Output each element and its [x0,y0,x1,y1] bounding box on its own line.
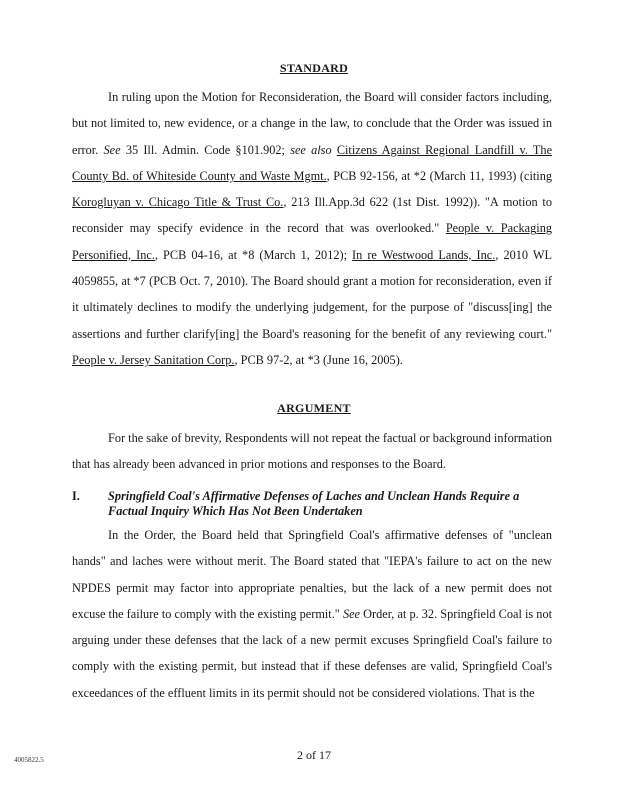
case-korogluyan: Korogluyan v. Chicago Title & Trust Co. [72,195,284,210]
argument-paragraph: For the sake of brevity, Respondents will not repeat the factual or background information that has already been advanced in prior motions and responses to the Board. [72,431,552,472]
see-also-signal: see also [290,142,332,157]
citation-westlaw: , 2010 WL 4059855, at *7 (PCB Oct. 7, 2010). The Board should grant a motion for reconsideration, even if it ultimately declines to modify the underlying judgement, for the purpose of "discuss[ing] the assertions and further clarify[ing] the Board's reasoning for the benefit of any reviewing court." [72,247,552,341]
case-citizens: Citizens Against Regional Landfill v. The County Bd. of Whiteside County and Waste Mgmt. [72,142,553,183]
case-jersey: People v. Jersey Sanitation Corp. [72,352,235,367]
section-number: I. [72,489,80,503]
standard-intro: In ruling upon the Motion for Reconsideration, the Board will consider factors including, but not limited to, new evidence, or a change in the law, to conclude that the Order was issued in error. [72,90,552,157]
citation-pcb-04: , PCB 04-16, at *8 (March 1, 2012); [154,247,347,262]
section-paragraph [72,522,552,706]
standard-heading: STANDARD [279,61,349,75]
see-order-signal: See [342,606,361,621]
case-packaging: People v. Packaging Personified, Inc. [72,221,552,262]
standard-paragraph [72,84,552,373]
case-westwood: In re Westwood Lands, Inc. [352,247,496,262]
see-signal: See [103,142,121,157]
citation-quote: , 213 Ill.App.3d 622 (1st Dist. 1992)). "A motion to reconsider may specify evidence in the record that was overlooked." [72,195,552,236]
citation-pcb-97: , PCB 97-2, at *3 (June 16, 2005). [234,352,403,367]
argument-heading: ARGUMENT [277,401,351,415]
section-title: Springfield Coal's Affirmative Defenses of Laches and Unclean Hands Require a Factual Inquiry Which Has Not Been Undertaken [108,489,520,518]
citation-admin-code: 35 Ill. Admin. Code §101.902; [125,142,285,157]
page-number: 2 of 17 [297,748,331,762]
document-id: 4005822.5 [14,756,44,764]
section-para-b: Order, at p. 32. Springfield Coal is not arguing under these defenses that the lack of a new permit excuses Springfield Coal's failure to comply with the existing permit, but instead that if these defenses are valid, Springfield Coal's exceedances of the effluent limits in its permit should not be considered violations. That is the [72,606,553,700]
citation-pcb-92: , PCB 92-156, at *2 (March 11, 1993) (citing [326,168,552,183]
section-para-a: In the Order, the Board held that Springfield Coal's affirmative defenses of "unclean hands" and laches were without merit. The Board stated that "IEPA's failure to act on the new NPDES permit may factor into appropriate penalties, but the lack of a new permit does not excuse the failure to comply with the existing permit." [72,528,552,621]
